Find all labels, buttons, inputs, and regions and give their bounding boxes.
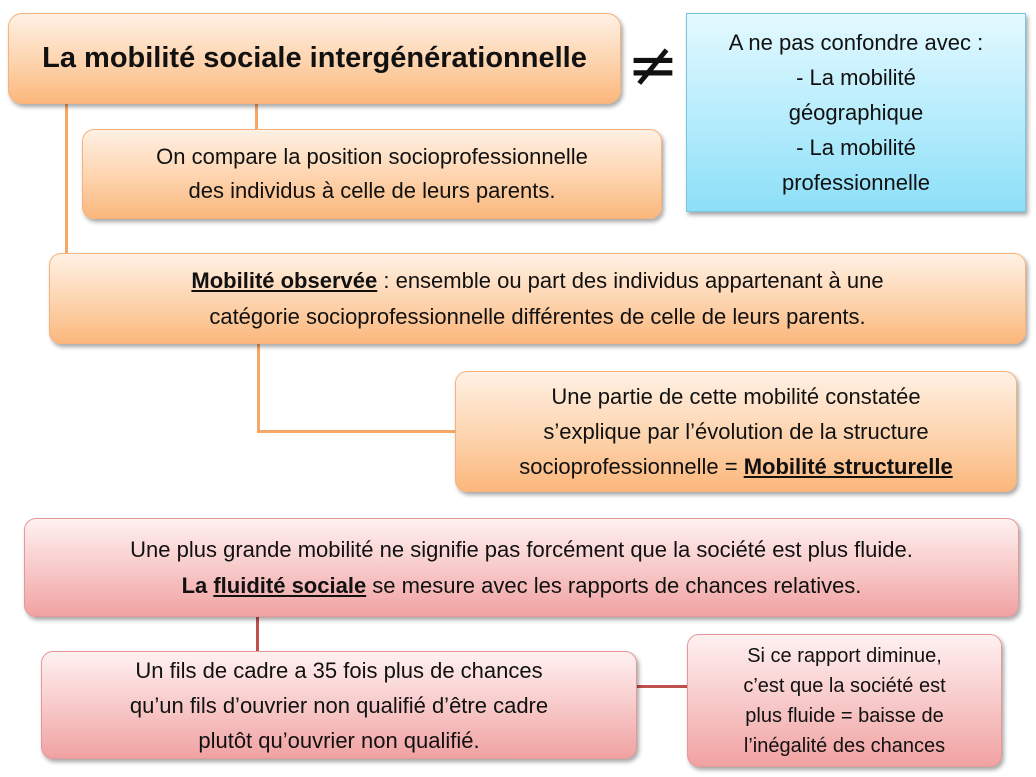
structural-line-2: s’explique par l’évolution de la structure bbox=[543, 419, 929, 444]
structural-mobility-term: Mobilité structurelle bbox=[743, 454, 953, 479]
conclusion-line-3: plus fluide = baisse de bbox=[745, 704, 944, 727]
connector-title-to-observed bbox=[65, 104, 68, 256]
example-line-3: plutôt qu’ouvrier non qualifié. bbox=[198, 727, 480, 753]
structural-line-3-prefix: socioprofessionnelle = bbox=[519, 454, 744, 479]
fluidity-line-2 bbox=[182, 568, 862, 604]
conclusion-line-1: Si ce rapport diminue, bbox=[747, 644, 942, 667]
social-fluidity-term: fluidité sociale bbox=[213, 572, 367, 598]
connector-title-to-comparison bbox=[255, 104, 258, 130]
caution-line-3: géographique bbox=[788, 100, 924, 125]
conclusion-line-4: l’inégalité des chances bbox=[743, 734, 946, 757]
conclusion-box bbox=[687, 634, 1002, 767]
observed-mobility-term: Mobilité observée bbox=[191, 267, 378, 293]
caution-line-4: - La mobilité bbox=[796, 135, 916, 160]
caution-line-1: A ne pas confondre avec : bbox=[728, 30, 984, 55]
caution-line-5: professionnelle bbox=[782, 170, 930, 195]
observed-mobility-box bbox=[49, 253, 1026, 344]
comparison-line-1: On compare la position socioprofessionnelle bbox=[156, 144, 588, 169]
fluidity-line-2-prefix: La bbox=[181, 572, 214, 598]
not-equal-icon: ≠ bbox=[627, 28, 679, 101]
fluidity-line-1: Une plus grande mobilité ne signifie pas forcément que la société est plus fluide. bbox=[130, 536, 913, 562]
title-box bbox=[8, 13, 621, 104]
fluidity-box bbox=[24, 518, 1019, 617]
example-line-1: Un fils de cadre a 35 fois plus de chances bbox=[135, 657, 543, 683]
fluidity-line-2-rest: se mesure avec les rapports de chances relatives. bbox=[366, 572, 862, 598]
conclusion-line-2: c’est que la société est bbox=[743, 674, 946, 697]
example-box bbox=[41, 651, 637, 759]
observed-line-1-rest: : ensemble ou part des individus appartenant à une bbox=[377, 267, 884, 293]
caution-line-2: - La mobilité bbox=[796, 65, 916, 90]
comparison-line-2: des individus à celle de leurs parents. bbox=[188, 178, 556, 203]
connector-example-to-conclusion bbox=[636, 685, 688, 688]
observed-line-1 bbox=[191, 263, 883, 299]
caution-box bbox=[686, 13, 1026, 212]
comparison-box bbox=[82, 129, 662, 219]
structural-line-3 bbox=[519, 449, 952, 484]
structural-mobility-box bbox=[455, 371, 1017, 492]
page-title: La mobilité sociale intergénérationnelle bbox=[42, 42, 587, 74]
connector-observed-vertical bbox=[257, 344, 260, 432]
example-line-2: qu’un fils d’ouvrier non qualifié d’être cadre bbox=[129, 692, 549, 718]
connector-observed-to-structural bbox=[257, 430, 457, 433]
observed-line-2: catégorie socioprofessionnelle différentes de celle de leurs parents. bbox=[209, 303, 866, 329]
connector-fluidity-to-example bbox=[256, 617, 259, 651]
structural-line-1: Une partie de cette mobilité constatée bbox=[551, 384, 921, 409]
